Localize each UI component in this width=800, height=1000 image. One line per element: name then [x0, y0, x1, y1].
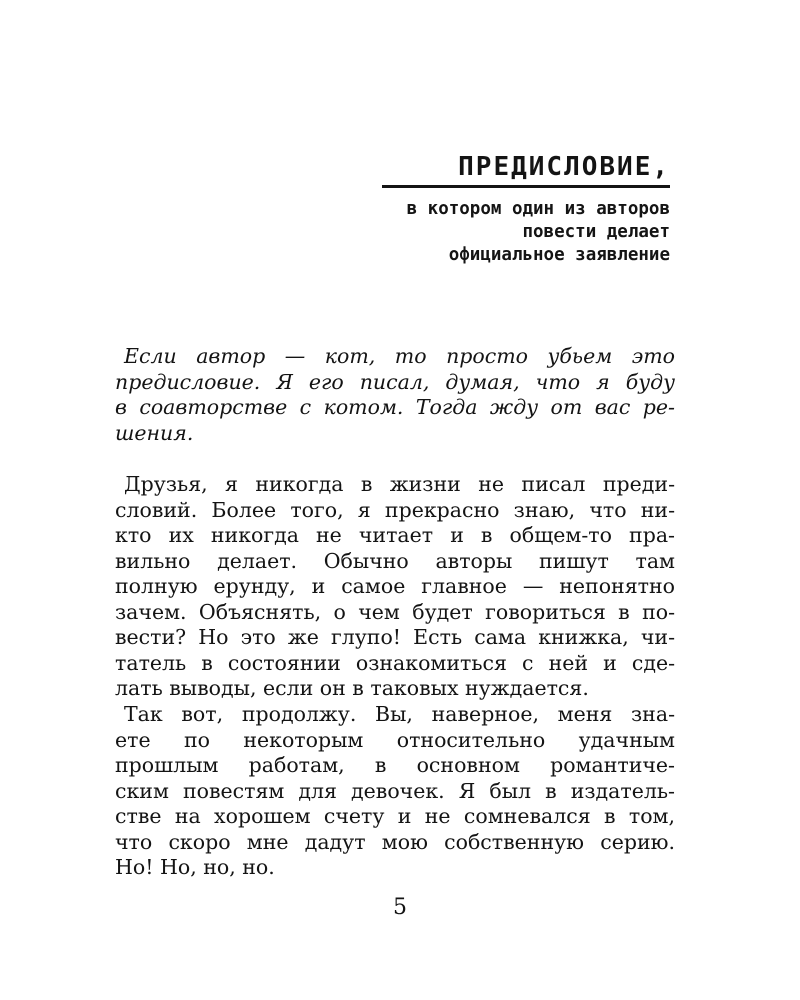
text-line: татель в состоянии ознакомиться с ней и сде-: [115, 650, 675, 675]
text-line: зачем. Объяснять, о чем будет говориться в по-: [115, 599, 675, 624]
chapter-title: ПРЕДИСЛОВИЕ,: [458, 152, 670, 182]
text-line: Так вот, продолжу. Вы, наверное, меня зна-: [124, 702, 675, 726]
text-line: предисловие. Я его писал, думая, что я буду: [115, 369, 675, 394]
paragraph: [115, 702, 675, 881]
text-line: в соавторстве с котом. Тогда жду от вас ре-: [115, 395, 675, 419]
chapter-subtitle: [407, 198, 670, 267]
text-line: Друзья, я никогда в жизни не писал преди-: [124, 472, 675, 496]
text-line: кто их никогда не читает и в общем-то пра-: [115, 523, 675, 547]
text-line: шения.: [115, 420, 194, 445]
paragraph: [115, 472, 675, 702]
subtitle-line: повести делает: [522, 222, 670, 242]
text-line: что скоро мне дадут мою собственную серию.: [115, 829, 675, 854]
epigraph-note: [115, 344, 675, 446]
subtitle-line: в котором один из авторов: [406, 199, 670, 219]
text-line: лать выводы, если он в таковых нуждается.: [115, 676, 589, 700]
text-line: Если автор — кот, то просто убьем это: [124, 344, 675, 368]
text-line: вести? Но это же глупо! Есть сама книжка, чи-: [115, 625, 675, 649]
text-line: стве на хорошем счету и не сомневался в том,: [115, 804, 675, 828]
title-underline: [382, 185, 670, 188]
text-line: прошлым работам, в основном романтиче-: [115, 753, 675, 777]
text-line: ским повестям для девочек. Я был в издатель-: [115, 778, 675, 803]
subtitle-line: официальное заявление: [448, 245, 670, 265]
page-number: 5: [393, 895, 407, 920]
text-line: Но! Но, но, но.: [115, 855, 275, 879]
text-line: полную ерунду, и самое главное — непонятно: [115, 574, 675, 598]
text-line: вильно делает. Обычно авторы пишут там: [115, 548, 675, 573]
text-line: словий. Более того, я прекрасно знаю, что ни-: [115, 497, 675, 522]
text-line: ете по некоторым относительно удачным: [115, 727, 675, 752]
